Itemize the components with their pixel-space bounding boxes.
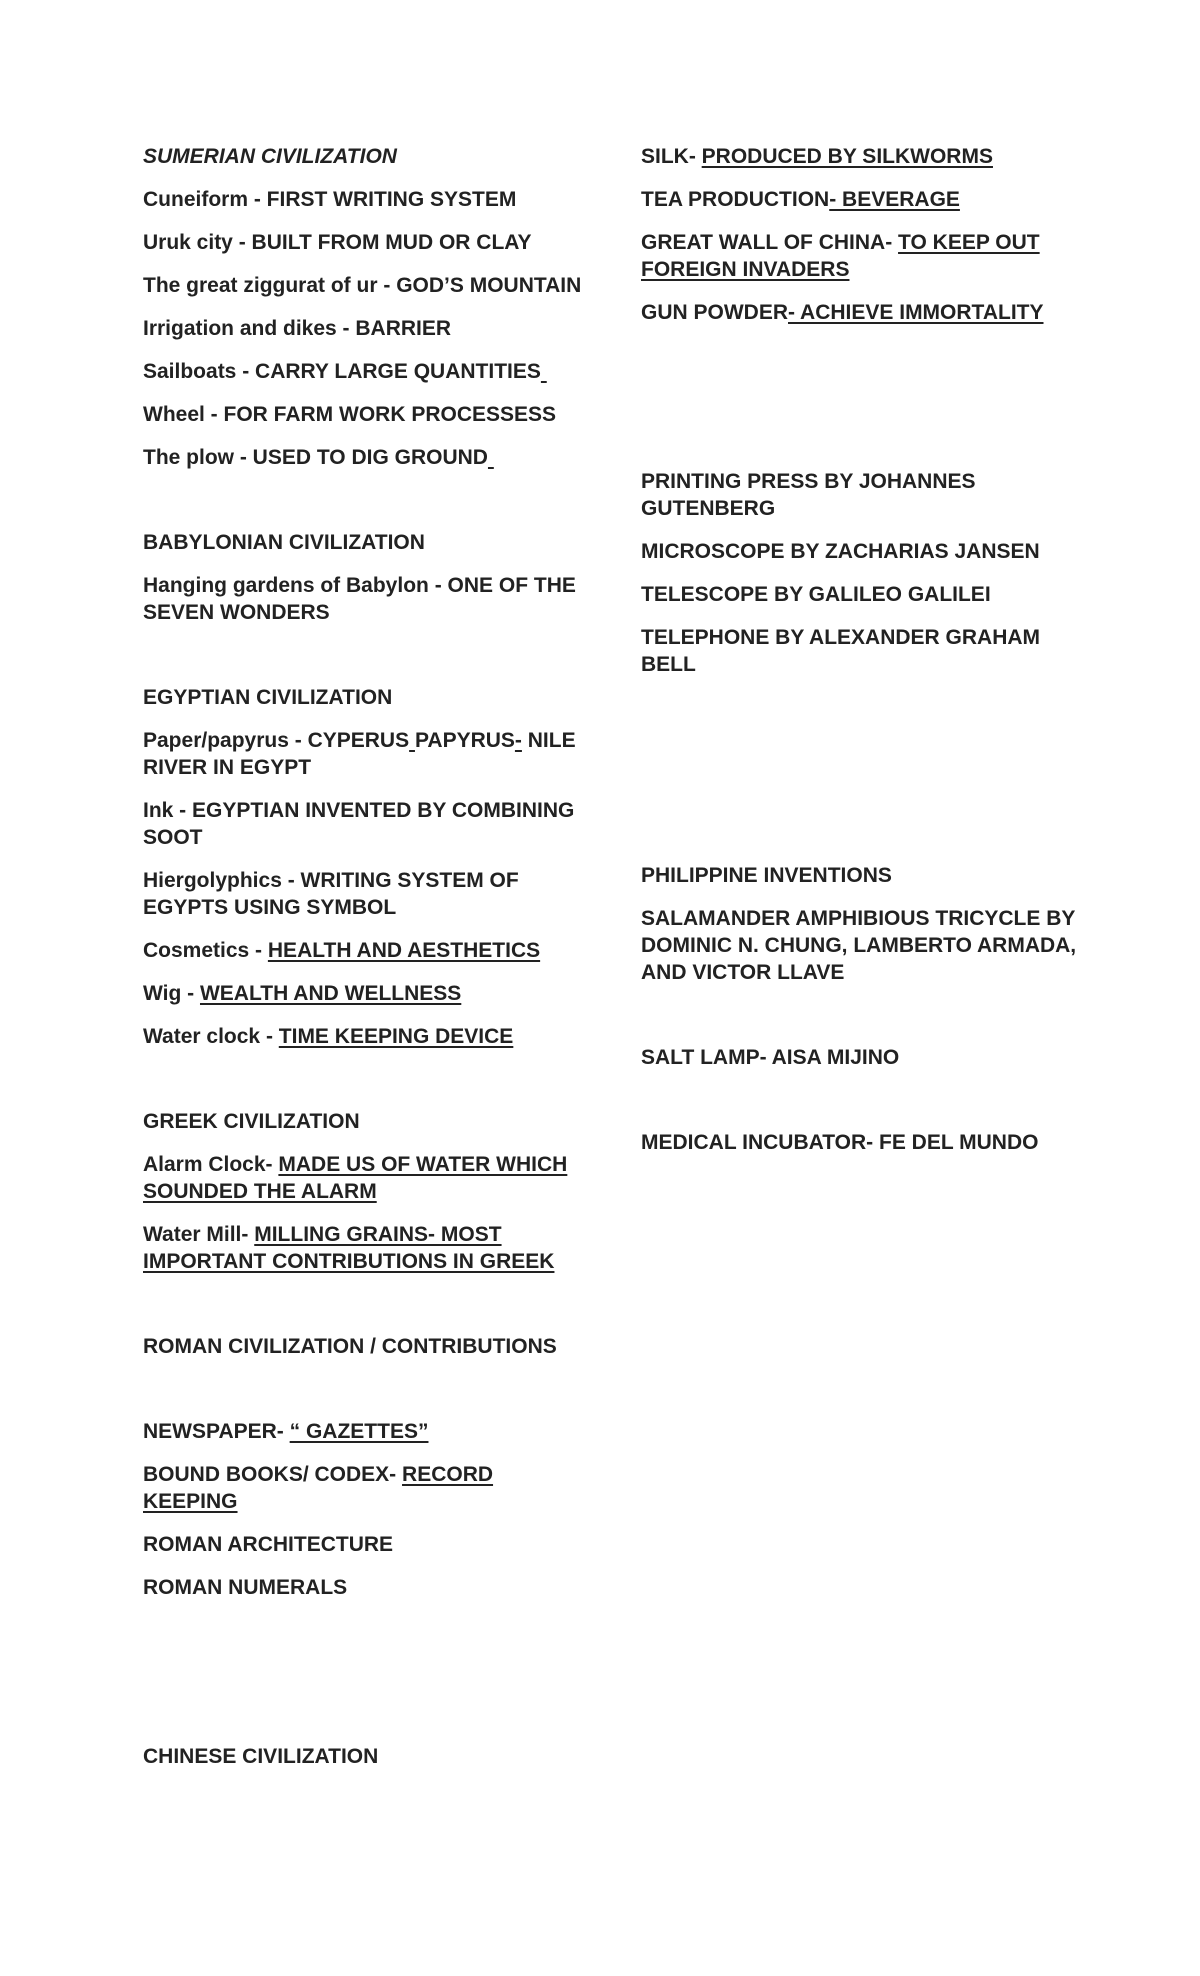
- entry-description: CYPERUS: [307, 729, 410, 752]
- telescope-entry: TELESCOPE BY GALILEO GALILEI: [641, 583, 991, 606]
- silk-entry: [641, 143, 1081, 170]
- entry-term: Cuneiform: [143, 188, 248, 211]
- entry-description: MADE US OF WATER WHICH SOUNDED THE ALARM: [143, 1153, 568, 1203]
- entry-term: Wig: [143, 982, 182, 1005]
- entry-term: Water clock: [143, 1025, 261, 1048]
- microscope-entry: MICROSCOPE BY ZACHARIAS JANSEN: [641, 540, 1040, 563]
- tea-entry: [641, 186, 1081, 213]
- entry-term: GUN POWDER: [641, 301, 788, 324]
- papyrus-entry: [143, 727, 583, 781]
- entry-separator: -: [288, 729, 308, 752]
- roman-heading: ROMAN CIVILIZATION / CONTRIBUTIONS: [143, 1335, 557, 1358]
- entry-term: Alarm Clock-: [143, 1153, 273, 1176]
- babylonian-heading: BABYLONIAN CIVILIZATION: [143, 531, 425, 554]
- egyptian-heading: EGYPTIAN CIVILIZATION: [143, 686, 393, 709]
- entry-description: FIRST WRITING SYSTEM: [266, 188, 517, 211]
- entry-term: BOUND BOOKS/ CODEX-: [143, 1463, 397, 1486]
- entry-separator: -: [377, 274, 397, 297]
- water-clock-entry: [143, 1023, 583, 1050]
- water-mill-entry: [143, 1221, 583, 1275]
- great-wall-entry: [641, 229, 1081, 283]
- irrigation-entry: [143, 315, 583, 342]
- entry-description: PAPYRUS: [414, 729, 515, 752]
- entry-term: Cosmetics: [143, 939, 250, 962]
- entry-term: The great ziggurat of ur: [143, 274, 378, 297]
- bound-books-entry: [143, 1461, 583, 1515]
- entry-description: MILLING GRAINS- MOST IMPORTANT CONTRIBUTIONS IN GREEK: [143, 1223, 555, 1273]
- entry-separator: -: [248, 188, 267, 211]
- wig-entry: [143, 980, 583, 1007]
- ziggurat-entry: [143, 272, 583, 299]
- entry-trailing-underline: [488, 446, 494, 469]
- alarm-clock-entry: [143, 1151, 583, 1205]
- entry-description: PRODUCED BY SILKWORMS: [701, 145, 993, 168]
- sumerian-heading: SUMERIAN CIVILIZATION: [143, 145, 397, 168]
- roman-architecture-entry: ROMAN ARCHITECTURE: [143, 1533, 394, 1556]
- left-column: [143, 143, 583, 1770]
- entry-term: The plow: [143, 446, 234, 469]
- plow-entry: [143, 444, 583, 471]
- entry-term: Hiergolyphics: [143, 869, 282, 892]
- entry-description: - ACHIEVE IMMORTALITY: [788, 301, 1044, 324]
- gun-powder-entry: [641, 299, 1081, 326]
- entry-description: USED TO DIG GROUND: [252, 446, 488, 469]
- entry-description: - BEVERAGE: [829, 188, 960, 211]
- cosmetics-entry: [143, 937, 583, 964]
- greek-heading: GREEK CIVILIZATION: [143, 1110, 360, 1133]
- entry-term: Wheel: [143, 403, 205, 426]
- entry-separator: -: [249, 939, 268, 962]
- incubator-entry: MEDICAL INCUBATOR- FE DEL MUNDO: [641, 1131, 1039, 1154]
- gardens-entry: [143, 572, 583, 626]
- entry-trailing-underline: [541, 360, 547, 383]
- entry-description: RECORD KEEPING: [143, 1463, 494, 1513]
- entry-term: Irrigation and dikes: [143, 317, 337, 340]
- entry-term: Paper/papyrus: [143, 729, 289, 752]
- entry-description: WRITING SYSTEM OF EGYPTS USING SYMBOL: [143, 869, 519, 919]
- right-column: [641, 143, 1081, 1156]
- salt-lamp-entry: SALT LAMP- AISA MIJINO: [641, 1046, 900, 1069]
- printing-press-entry: PRINTING PRESS BY JOHANNES GUTENBERG: [641, 470, 976, 520]
- wheel-entry: [143, 401, 583, 428]
- entry-term: SILK-: [641, 145, 696, 168]
- telephone-entry: TELEPHONE BY ALEXANDER GRAHAM BELL: [641, 626, 1041, 676]
- hieroglyphics-entry: [143, 867, 583, 921]
- entry-description: BARRIER: [355, 317, 452, 340]
- sailboats-entry: [143, 358, 583, 385]
- entry-description: TIME KEEPING DEVICE: [278, 1025, 514, 1048]
- entry-term: Water Mill-: [143, 1223, 249, 1246]
- chinese-heading: CHINESE CIVILIZATION: [143, 1745, 379, 1768]
- entry-description: EGYPTIAN INVENTED BY COMBINING SOOT: [143, 799, 575, 849]
- entry-term: Uruk city: [143, 231, 233, 254]
- entry-description: FOR FARM WORK PROCESSESS: [223, 403, 557, 426]
- entry-term: TEA PRODUCTION: [641, 188, 830, 211]
- philippine-heading: PHILIPPINE INVENTIONS: [641, 864, 892, 887]
- entry-term: Sailboats: [143, 360, 237, 383]
- entry-underlined-dash: -: [514, 729, 522, 752]
- entry-separator: -: [336, 317, 356, 340]
- entry-separator: -: [281, 869, 301, 892]
- entry-description: NILE RIVER IN EGYPT: [143, 729, 576, 779]
- entry-separator: -: [260, 1025, 279, 1048]
- entry-description: CARRY LARGE QUANTITIES: [255, 360, 541, 383]
- entry-separator: -: [428, 574, 448, 597]
- entry-description: HEALTH AND AESTHETICS: [267, 939, 541, 962]
- entry-description: “ GAZETTES”: [289, 1420, 429, 1443]
- entry-separator: -: [234, 446, 253, 469]
- entry-description: GOD’S MOUNTAIN: [396, 274, 582, 297]
- entry-term: NEWSPAPER-: [143, 1420, 284, 1443]
- entry-term: Ink: [143, 799, 174, 822]
- uruk-entry: [143, 229, 583, 256]
- ink-entry: [143, 797, 583, 851]
- roman-numerals-entry: ROMAN NUMERALS: [143, 1576, 348, 1599]
- entry-separator: -: [232, 231, 252, 254]
- entry-separator: -: [236, 360, 256, 383]
- entry-term: Hanging gardens of Babylon: [143, 574, 429, 597]
- entry-separator: -: [204, 403, 224, 426]
- newspaper-entry: [143, 1418, 583, 1445]
- entry-description: BUILT FROM MUD OR CLAY: [251, 231, 532, 254]
- entry-description: ONE OF THE SEVEN WONDERS: [143, 574, 576, 624]
- entry-term: GREAT WALL OF CHINA-: [641, 231, 893, 254]
- salamander-entry: SALAMANDER AMPHIBIOUS TRICYCLE BY DOMINIC N. CHUNG, LAMBERTO ARMADA, AND VICTOR LLAVE: [641, 907, 1077, 984]
- entry-description: TO KEEP OUT FOREIGN INVADERS: [641, 231, 1040, 281]
- entry-separator: -: [173, 799, 193, 822]
- cuneiform-entry: [143, 186, 583, 213]
- entry-description: WEALTH AND WELLNESS: [199, 982, 462, 1005]
- entry-separator: -: [181, 982, 200, 1005]
